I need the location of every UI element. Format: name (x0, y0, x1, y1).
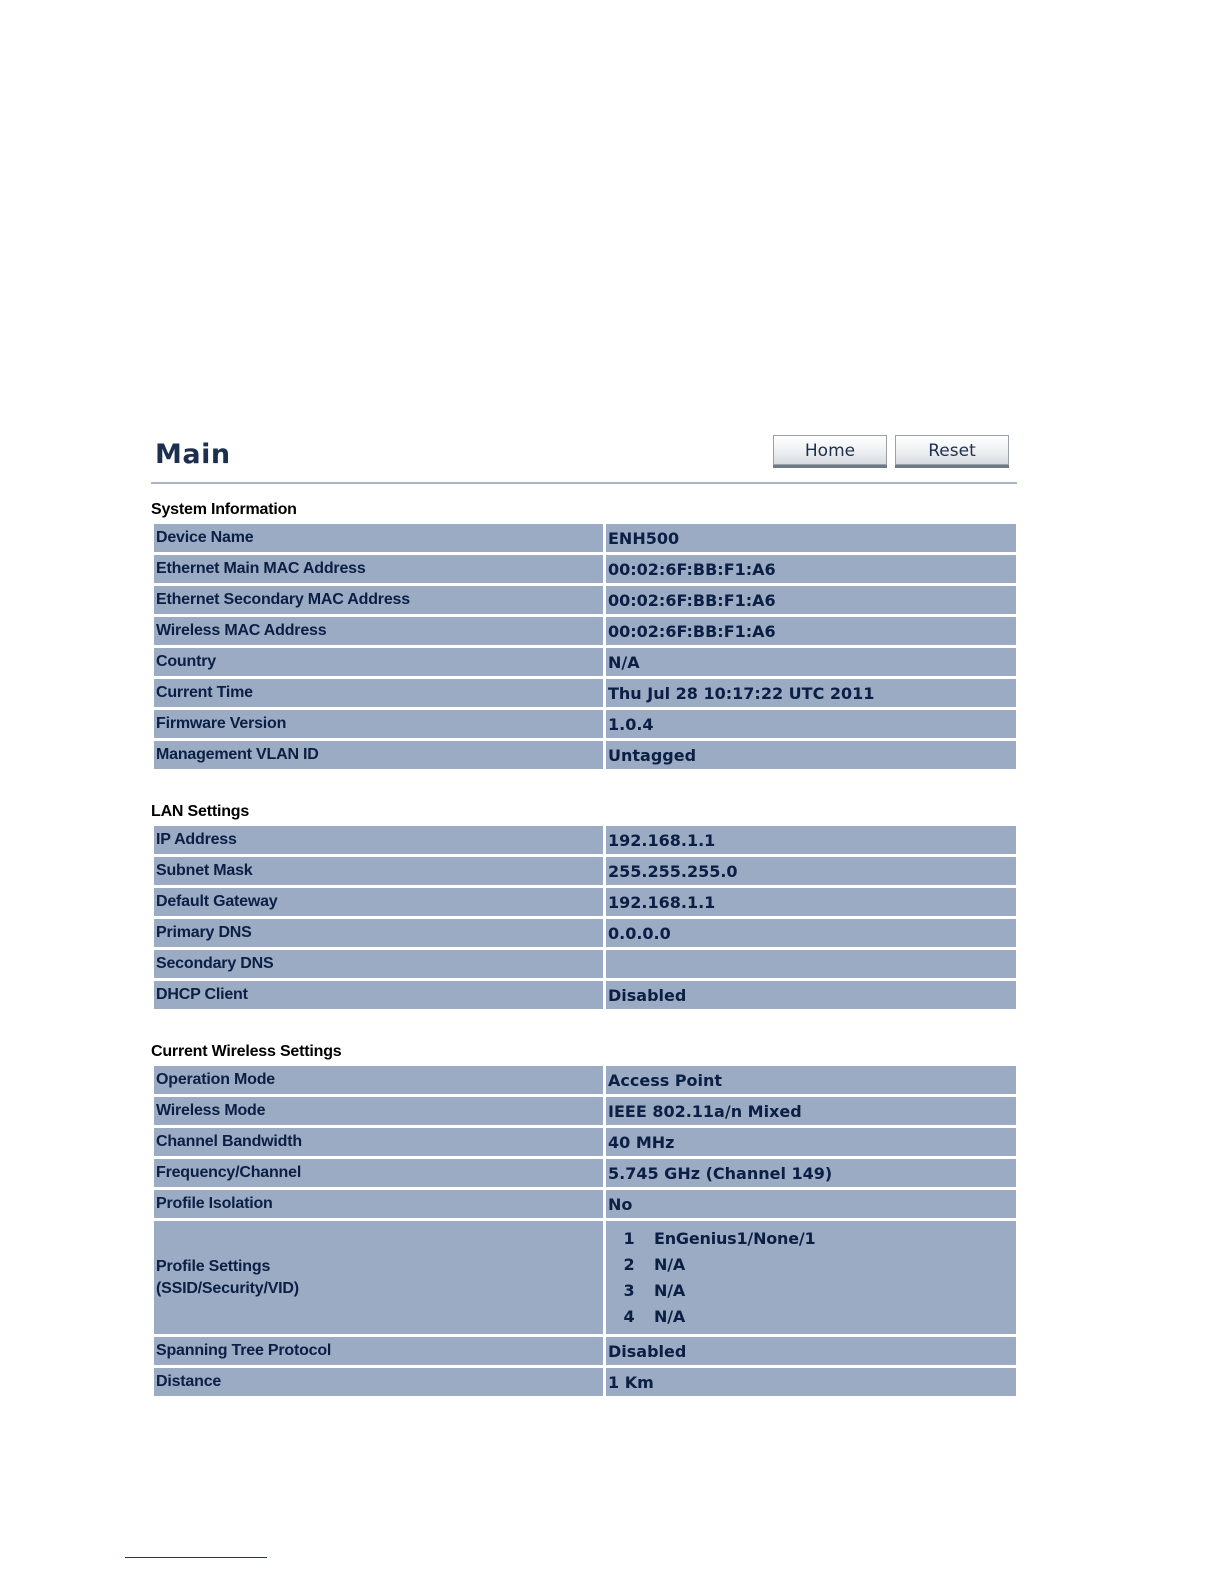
table-row (154, 1097, 1016, 1125)
table-row (154, 1159, 1016, 1187)
table-row (154, 888, 1016, 916)
table-row (154, 857, 1016, 885)
row-label: Wireless MAC Address (154, 617, 603, 645)
row-value: Untagged (606, 741, 1016, 769)
page-header (151, 432, 1017, 484)
row-value: ENH500 (606, 524, 1016, 552)
profile-number: 3 (610, 1279, 648, 1302)
system-information-table (151, 521, 1019, 772)
row-value: 255.255.255.0 (606, 857, 1016, 885)
wireless-settings-title: Current Wireless Settings (151, 1043, 342, 1060)
row-label: Primary DNS (154, 919, 603, 947)
row-label: IP Address (154, 826, 603, 854)
table-row (154, 710, 1016, 738)
row-label: Distance (154, 1368, 603, 1396)
table-row (154, 679, 1016, 707)
list-item (610, 1227, 1010, 1250)
row-value: 192.168.1.1 (606, 826, 1016, 854)
table-row (154, 919, 1016, 947)
row-value: 0.0.0.0 (606, 919, 1016, 947)
row-label: DHCP Client (154, 981, 603, 1009)
table-row (154, 617, 1016, 645)
wireless-settings-table (151, 1063, 1019, 1399)
row-value: 192.168.1.1 (606, 888, 1016, 916)
row-value: 00:02:6F:BB:F1:A6 (606, 617, 1016, 645)
table-row (154, 1128, 1016, 1156)
row-label: Channel Bandwidth (154, 1128, 603, 1156)
profile-value: N/A (652, 1279, 1010, 1302)
lan-settings-title: LAN Settings (151, 803, 250, 820)
table-row (154, 1190, 1016, 1218)
footnote-divider (125, 1557, 267, 1558)
row-label: Default Gateway (154, 888, 603, 916)
profile-settings-label-line2: (SSID/Security/VID) (156, 1279, 299, 1297)
row-label: Device Name (154, 524, 603, 552)
lan-settings-table (151, 823, 1019, 1012)
row-label: Subnet Mask (154, 857, 603, 885)
profile-settings-label (154, 1221, 603, 1334)
row-value: N/A (606, 648, 1016, 676)
list-item (610, 1253, 1010, 1276)
row-label: Secondary DNS (154, 950, 603, 978)
row-value: Access Point (606, 1066, 1016, 1094)
home-button[interactable]: Home (773, 435, 887, 465)
row-label: Wireless Mode (154, 1097, 603, 1125)
table-row (154, 1337, 1016, 1365)
table-row (154, 1368, 1016, 1396)
table-row (154, 586, 1016, 614)
table-row (154, 741, 1016, 769)
profile-settings-label-line1: Profile Settings (156, 1257, 271, 1275)
system-information-title: System Information (151, 501, 297, 518)
profile-value: N/A (652, 1305, 1010, 1328)
row-label: Ethernet Main MAC Address (154, 555, 603, 583)
row-label: Current Time (154, 679, 603, 707)
row-value: 1 Km (606, 1368, 1016, 1396)
row-value: 40 MHz (606, 1128, 1016, 1156)
row-label: Ethernet Secondary MAC Address (154, 586, 603, 614)
row-value (606, 950, 1016, 978)
table-row (154, 1066, 1016, 1094)
list-item (610, 1305, 1010, 1328)
row-value: 5.745 GHz (Channel 149) (606, 1159, 1016, 1187)
row-label: Management VLAN ID (154, 741, 603, 769)
row-value: 00:02:6F:BB:F1:A6 (606, 586, 1016, 614)
profile-value: N/A (652, 1253, 1010, 1276)
row-label: Country (154, 648, 603, 676)
table-row (154, 1221, 1016, 1334)
row-value: Disabled (606, 1337, 1016, 1365)
row-label: Spanning Tree Protocol (154, 1337, 603, 1365)
main-panel (151, 432, 1017, 1399)
row-label: Firmware Version (154, 710, 603, 738)
row-value: 1.0.4 (606, 710, 1016, 738)
row-label: Operation Mode (154, 1066, 603, 1094)
row-label: Profile Isolation (154, 1190, 603, 1218)
row-value: No (606, 1190, 1016, 1218)
profile-number: 2 (610, 1253, 648, 1276)
reset-button[interactable]: Reset (895, 435, 1009, 465)
profile-number: 1 (610, 1227, 648, 1250)
table-row (154, 648, 1016, 676)
table-row (154, 524, 1016, 552)
row-value: Disabled (606, 981, 1016, 1009)
row-label: Frequency/Channel (154, 1159, 603, 1187)
row-value: 00:02:6F:BB:F1:A6 (606, 555, 1016, 583)
table-row (154, 555, 1016, 583)
row-value: IEEE 802.11a/n Mixed (606, 1097, 1016, 1125)
row-value: Thu Jul 28 10:17:22 UTC 2011 (606, 679, 1016, 707)
profile-list (606, 1224, 1014, 1331)
table-row (154, 950, 1016, 978)
table-row (154, 826, 1016, 854)
profile-number: 4 (610, 1305, 648, 1328)
profile-value: EnGenius1/None/1 (652, 1227, 1010, 1250)
list-item (610, 1279, 1010, 1302)
table-row (154, 981, 1016, 1009)
profile-settings-value (606, 1221, 1016, 1334)
page-title: Main (155, 439, 231, 470)
